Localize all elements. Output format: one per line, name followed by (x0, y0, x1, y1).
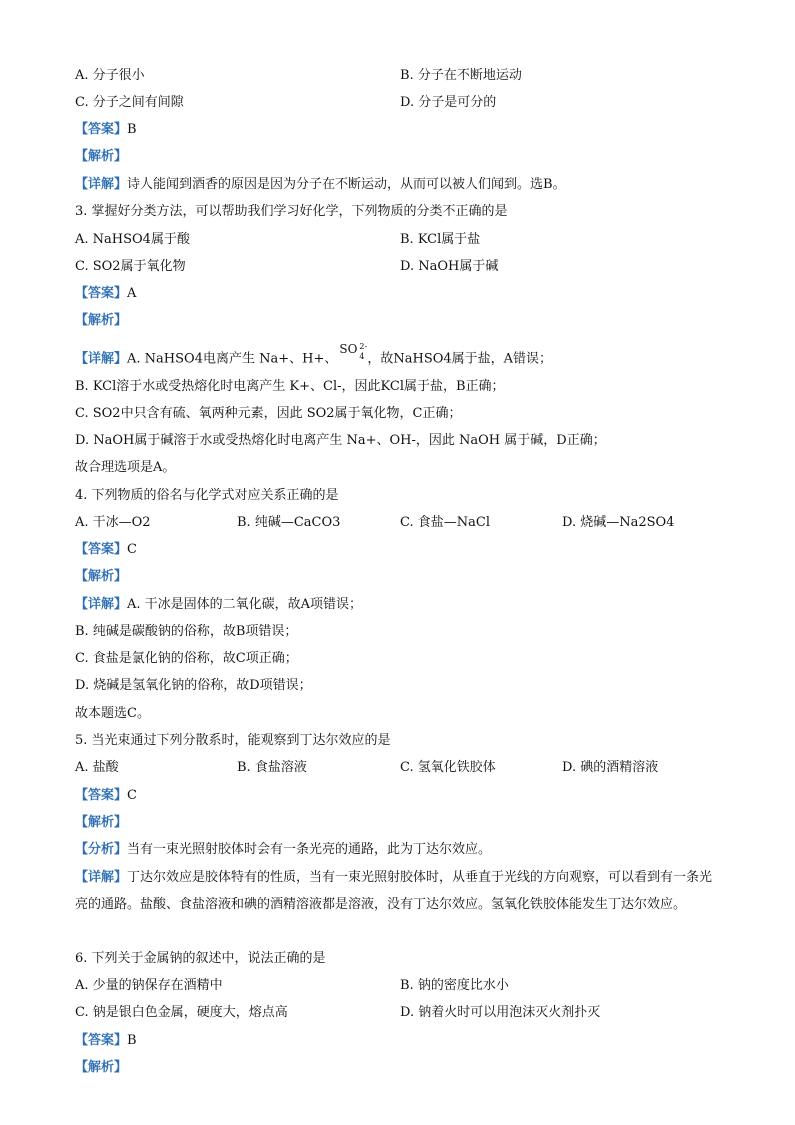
q2-option-a: A. 分子很小 (75, 68, 145, 83)
answer-value: B (127, 122, 137, 137)
q6-option-c: C. 钠是银白色金属，硬度大，熔点高 (75, 1005, 288, 1020)
q5-option-a: A. 盐酸 (75, 760, 119, 775)
q3-detail-d: D. NaOH属于碱溶于水或受热熔化时电离产生 Na+、OH-，因此 NaOH 属于碱，D正确； (75, 433, 606, 448)
q5-answer: 【答案】C (75, 788, 137, 803)
q4-option-a: A. 干冰—O2 (75, 515, 151, 530)
q4-detail-c: C. 食盐是氯化钠的俗称，故C项正确； (75, 651, 298, 666)
q3-detail-a: 【详解】A. NaHSO4电离产生 Na+、H+、 SO 2- 4 ，故NaHSO4属于盐，A错误； (75, 342, 553, 367)
q4-option-d: D. 烧碱—Na2SO4 (562, 515, 675, 530)
q2-answer (75, 121, 137, 139)
q3-option-a: A. NaHSO4属于酸 (75, 232, 190, 247)
q4-option-c: C. 食盐—NaCl (400, 515, 490, 530)
q4-conclusion: 故本题选C。 (75, 706, 150, 721)
q3-detail-b: B. KCl溶于水或受热熔化时电离产生 K+、Cl-，因此KCl属于盐，B正确； (75, 379, 505, 394)
q2-option-b: B. 分子在不断地运动 (400, 68, 522, 83)
q4-answer: 【答案】C (75, 542, 137, 557)
q6-option-a: A. 少量的钠保存在酒精中 (75, 978, 223, 993)
q4-stem: 4. 下列物质的俗名与化学式对应关系正确的是 (75, 488, 339, 503)
q3-stem: 3. 掌握好分类方法，可以帮助我们学习好化学，下列物质的分类不正确的是 (75, 204, 508, 219)
q2-option-d: D. 分子是可分的 (400, 95, 497, 110)
q3-analysis-heading: 【解析】 (75, 313, 128, 328)
sulfate-ion-formula: SO 2- 4 (339, 342, 368, 361)
q5-option-d: D. 碘的酒精溶液 (562, 760, 659, 775)
q5-option-c: C. 氢氧化铁胶体 (400, 760, 496, 775)
q4-detail-b: B. 纯碱是碳酸钠的俗称，故B项错误； (75, 624, 298, 639)
q3-option-c: C. SO2属于氧化物 (75, 259, 186, 274)
q6-analysis-heading: 【解析】 (75, 1060, 128, 1075)
q2-option-c: C. 分子之间有间隙 (75, 95, 184, 110)
q5-stem: 5. 当光束通过下列分散系时，能观察到丁达尔效应的是 (75, 733, 391, 748)
answer-tag: 【答案】 (75, 122, 128, 137)
q6-option-b: B. 钠的密度比水小 (400, 978, 509, 993)
q4-detail-d: D. 烧碱是氢氧化钠的俗称，故D项错误； (75, 678, 312, 693)
q6-answer: 【答案】B (75, 1033, 137, 1048)
q4-option-b: B. 纯碱—CaCO3 (237, 515, 341, 530)
q4-detail-a: 【详解】A. 干冰是固体的二氧化碳，故A项错误； (75, 597, 363, 612)
q4-analysis-heading: 【解析】 (75, 569, 128, 584)
q5-analysis-heading: 【解析】 (75, 815, 128, 830)
q2-analysis-heading: 【解析】 (75, 149, 128, 164)
q3-conclusion: 故合理选项是A。 (75, 460, 176, 475)
q5-fenxi: 【分析】当有一束光照射胶体时会有一条光亮的通路，此为丁达尔效应。 (75, 842, 492, 857)
q6-option-d: D. 钠着火时可以用泡沫灭火剂扑灭 (400, 1005, 601, 1020)
q2-detail: 【详解】诗人能闻到酒香的原因是因为分子在不断运动，从而可以被人们闻到。选B。 (75, 177, 566, 192)
q3-detail-c: C. SO2中只含有硫、氧两种元素，因此 SO2属于氧化物，C正确； (75, 406, 462, 421)
q5-option-b: B. 食盐溶液 (237, 760, 307, 775)
q3-option-d: D. NaOH属于碱 (400, 259, 499, 274)
q5-detail: 【详解】丁达尔效应是胶体特有的性质，当有一束光照射胶体时，从垂直于光线的方向观察，可以看到有一条光亮的通路。盐酸、食盐溶液和碘的酒精溶液都是溶液，没有丁达尔效应。氢氧化铁胶体能发生丁达尔效应。 (75, 870, 713, 912)
q6-stem: 6. 下列关于金属钠的叙述中，说法正确的是 (75, 951, 326, 966)
q3-answer: 【答案】A (75, 286, 137, 301)
q3-option-b: B. KCl属于盐 (400, 232, 481, 247)
